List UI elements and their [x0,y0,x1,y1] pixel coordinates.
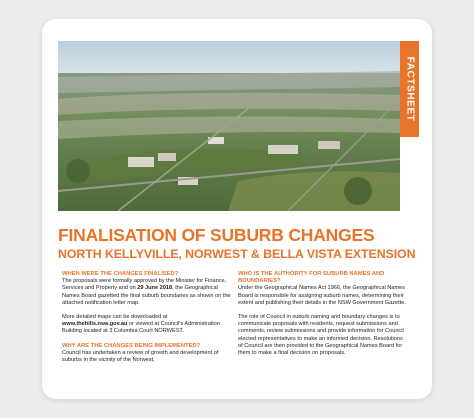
page-subtitle: NORTH KELLYVILLE, NORWEST & BELLA VISTA EXTENSION [58,247,416,261]
paragraph-maps [62,314,232,336]
aerial-suburb-photo [58,41,400,211]
left-column [62,271,232,371]
factsheet-page [42,19,432,399]
approval-text-end: , the Geographical Names Board gazetted the final suburb boundaries as shown on the attached notification letter map. [62,285,231,306]
right-column [238,271,408,364]
aerial-photo-illustration [58,41,400,211]
paragraph-gnb-role: Under the Geographical Names Act 1966, the Geographical Names Board is responsible for assigning suburb names, determining their extent and publishing their details in the NSW Government Gazette. [238,285,406,306]
maps-text-end: or viewed at Council's Administration Building located at 3 Columbia Court NORWEST. [62,321,220,335]
page-title: FINALISATION OF SUBURB CHANGES [58,225,375,245]
gazettal-date: 29 June 2018 [137,285,173,292]
heading-when-finalised: WHEN WERE THE CHANGES FINALISED? [62,271,179,277]
heading-authority: WHO IS THE AUTHORITY FOR SUBURB NAMES AND BOUNDARIES? [238,271,385,285]
maps-text-start: More detailed maps can be downloaded at [62,314,168,321]
council-website-link[interactable]: www.thehills.nsw.gov.au [62,321,128,328]
factsheet-side-tab [400,41,419,137]
paragraph-council-role: The role of Council in suburb naming and boundary changes is to communicate proposals with residents, request submissions and comments, review submissions and provide information for Council elected representatives to make an informed decision. Resolutions of Council are then provided to the Geographical Names Board for them to make a final decision on proposals. [238,314,404,357]
paragraph-review: Council has undertaken a review of growth and development of suburbs in the vicinity of the Norwest, [62,349,219,364]
approval-text-start: The proposals were formally approved by the Minister for Finance, Services and Property and on [62,278,227,292]
paragraph-approval [62,278,232,307]
heading-why-implemented: WHY ARE THE CHANGES BEING IMPLEMENTED? [62,342,201,349]
factsheet-tab-label: FACTSHEET [404,56,415,122]
